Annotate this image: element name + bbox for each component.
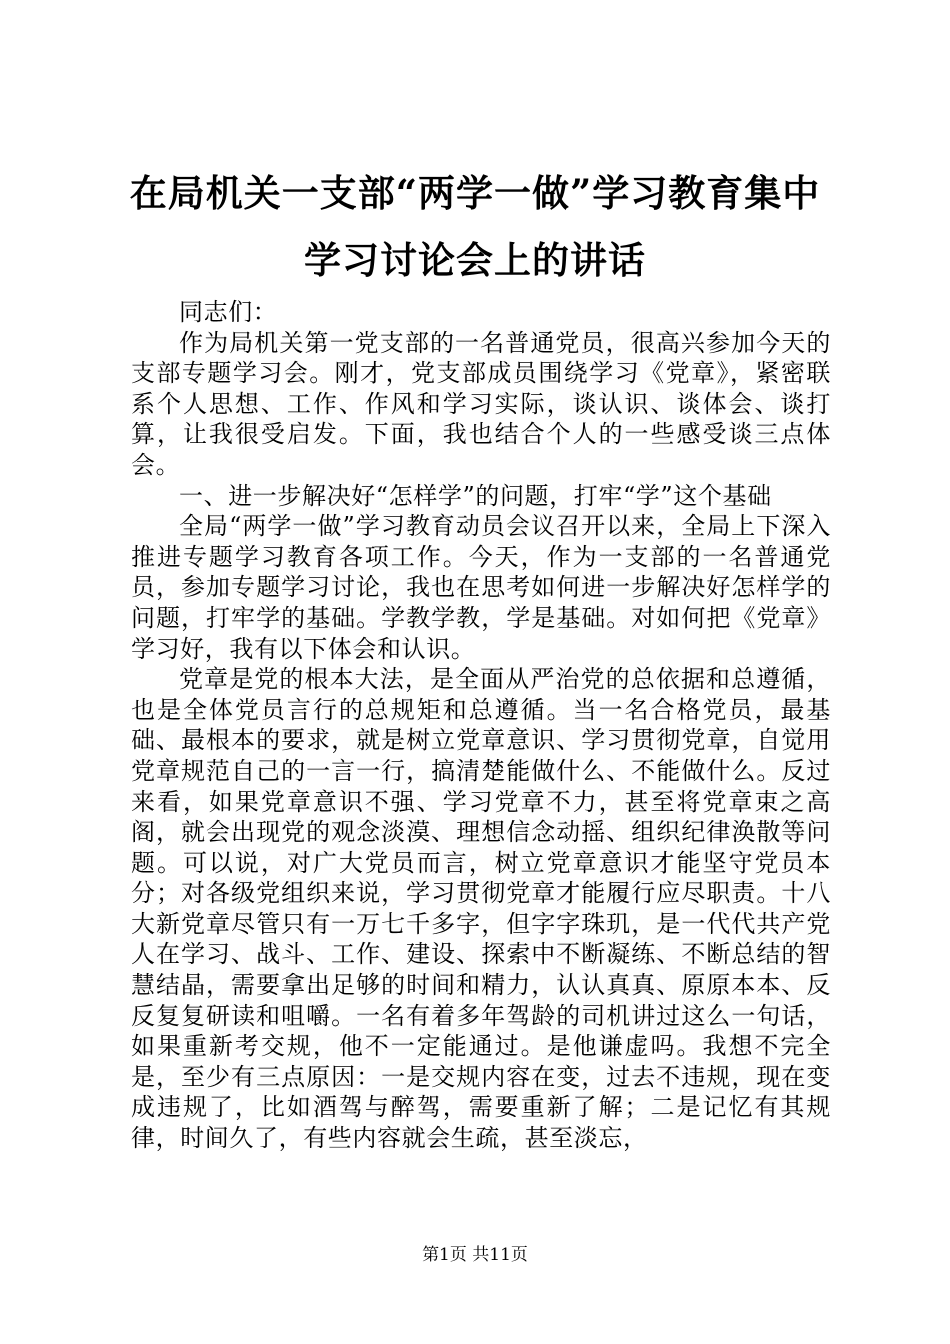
body-paragraph: 党章是党的根本大法，是全面从严治党的总依据和总遵循，也是全体党员言行的总规矩和总遵循。当一名合格党员，最基础、最根本的要求，就是树立党章意识、学习贯彻党章，自觉用党章规范自己的一言一行，搞清楚能做什么、不能做什么。反过来看，如果党章意识不强、学习党章不力，甚至将党章束之高阁，就会出现党的观念淡漠、理想信念动摇、组织纪律涣散等问题。可以说，对广大党员而言，树立党章意识才能坚守党员本分；对各级党组织来说，学习贯彻党章才能履行应尽职责。十八大新党章尽管只有一万七千多字，但字字珠玑，是一代代共产党人在学习、战斗、工作、建设、探索中不断凝练、不断总结的智慧结晶，需要拿出足够的时间和精力，认认真真、原原本本、反反复复研读和咀嚼。一名有着多年驾龄的司机讲过这么一句话，如果重新考交规，他不一定能通过。是他谦虚吗。我想不完全是，至少有三点原因：一是交规内容在变，过去不违规，现在变成违规了，比如酒驾与醉驾，需要重新了解；二是记忆有其规律，时间久了，有些内容就会生疏，甚至淡忘， [131, 665, 831, 1153]
body-paragraph: 作为局机关第一党支部的一名普通党员，很高兴参加今天的支部专题学习会。刚才，党支部成员围绕学习《党章》，紧密联系个人思想、工作、作风和学习实际，谈认识、谈体会、谈打算，让我很受启发。下面，我也结合个人的一些感受谈三点体会。 [131, 328, 831, 479]
page-number-footer: 第1页 共11页 [422, 1245, 528, 1265]
salutation-paragraph: 同志们： [179, 298, 278, 326]
document-body [131, 297, 831, 1154]
document-title: 在局机关一支部“两学一做”学习教育集中学习讨论会上的讲话 [129, 171, 821, 282]
section-heading: 一、进一步解决好“怎样学”的问题，打牢“学”这个基础 [179, 481, 772, 510]
body-paragraph: 全局“两学一做”学习教育动员会议召开以来，全局上下深入推进专题学习教育各项工作。今天，作为一支部的一名普通党员，参加专题学习讨论，我也在思考如何进一步解决好怎样学的问题，打牢学的基础。学教学教，学是基础。对如何把《党章》学习好，我有以下体会和认识。 [131, 512, 831, 663]
